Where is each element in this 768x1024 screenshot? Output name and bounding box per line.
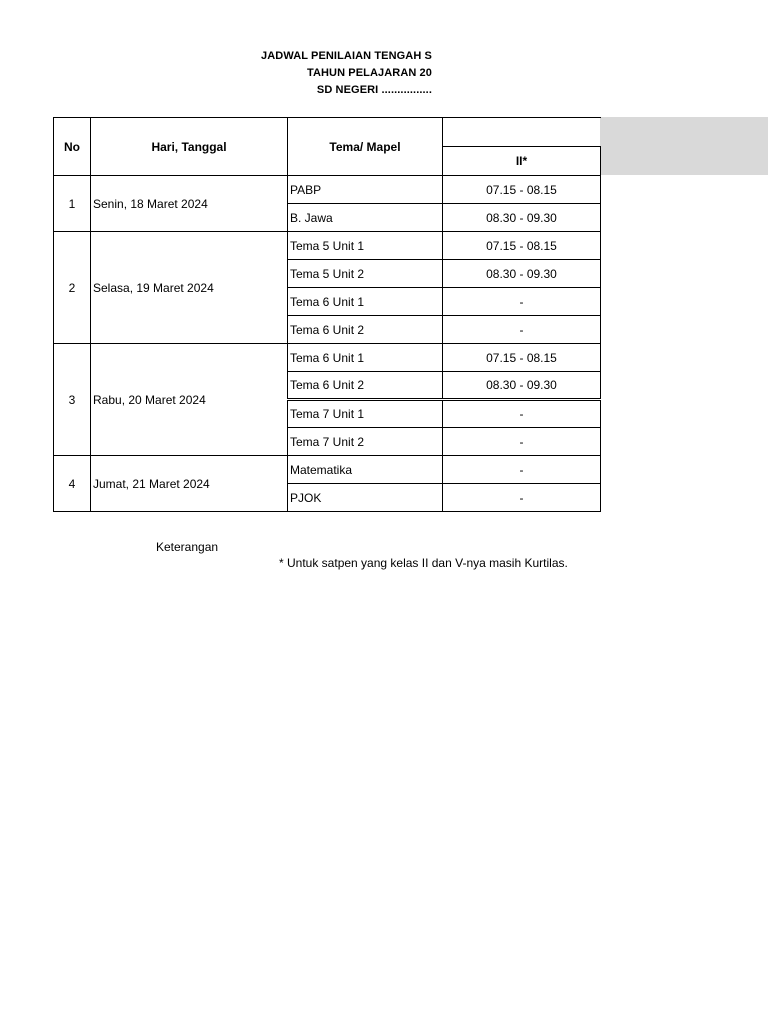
- header-class: II*: [443, 147, 601, 176]
- gray-header-band: [600, 117, 768, 175]
- row-time: -: [443, 316, 601, 344]
- row-number: 4: [54, 456, 91, 512]
- row-subject: Tema 6 Unit 2: [288, 372, 443, 400]
- row-time: 08.30 - 09.30: [443, 204, 601, 232]
- row-day-date: Selasa, 19 Maret 2024: [91, 232, 288, 344]
- row-time: 07.15 - 08.15: [443, 232, 601, 260]
- row-subject: Matematika: [288, 456, 443, 484]
- row-number: 2: [54, 232, 91, 344]
- table-row: [54, 344, 601, 372]
- row-time: -: [443, 288, 601, 316]
- row-number: 3: [54, 344, 91, 456]
- row-time: 07.15 - 08.15: [443, 344, 601, 372]
- document-title: JADWAL PENILAIAN TENGAH S: [261, 50, 432, 62]
- row-subject: Tema 7 Unit 2: [288, 428, 443, 456]
- row-day-date: Jumat, 21 Maret 2024: [91, 456, 288, 512]
- notes-label: Keterangan: [156, 540, 219, 554]
- row-time: -: [443, 400, 601, 428]
- row-subject: Tema 6 Unit 1: [288, 288, 443, 316]
- notes-text: * Untuk satpen yang kelas II dan V-nya masih Kurtilas.: [279, 556, 568, 570]
- row-subject: Tema 5 Unit 1: [288, 232, 443, 260]
- table-row: [54, 232, 601, 260]
- table-row: [54, 456, 601, 484]
- row-subject: Tema 6 Unit 1: [288, 344, 443, 372]
- title-clip: [0, 0, 600, 110]
- header-mapel: Tema/ Mapel: [288, 118, 443, 176]
- row-day-date: Rabu, 20 Maret 2024: [91, 344, 288, 456]
- header-day: Hari, Tanggal: [91, 118, 288, 176]
- row-number: 1: [54, 176, 91, 232]
- schedule-body: [54, 176, 601, 512]
- row-time: -: [443, 456, 601, 484]
- row-time: 08.30 - 09.30: [443, 372, 601, 400]
- row-time: -: [443, 428, 601, 456]
- header-class-group: [443, 118, 601, 147]
- row-subject: PJOK: [288, 484, 443, 512]
- row-subject: B. Jawa: [288, 204, 443, 232]
- row-day-date: Senin, 18 Maret 2024: [91, 176, 288, 232]
- row-time: -: [443, 484, 601, 512]
- school-name-title: SD NEGERI ................: [316, 84, 432, 96]
- table-row: [54, 176, 601, 204]
- row-subject: Tema 6 Unit 2: [288, 316, 443, 344]
- row-subject: Tema 5 Unit 2: [288, 260, 443, 288]
- header-no: No: [54, 118, 91, 176]
- row-subject: Tema 7 Unit 1: [288, 400, 443, 428]
- school-year-title: TAHUN PELAJARAN 20: [306, 67, 432, 79]
- schedule-table: [53, 117, 601, 512]
- row-time: 08.30 - 09.30: [443, 260, 601, 288]
- row-time: 07.15 - 08.15: [443, 176, 601, 204]
- row-subject: PABP: [288, 176, 443, 204]
